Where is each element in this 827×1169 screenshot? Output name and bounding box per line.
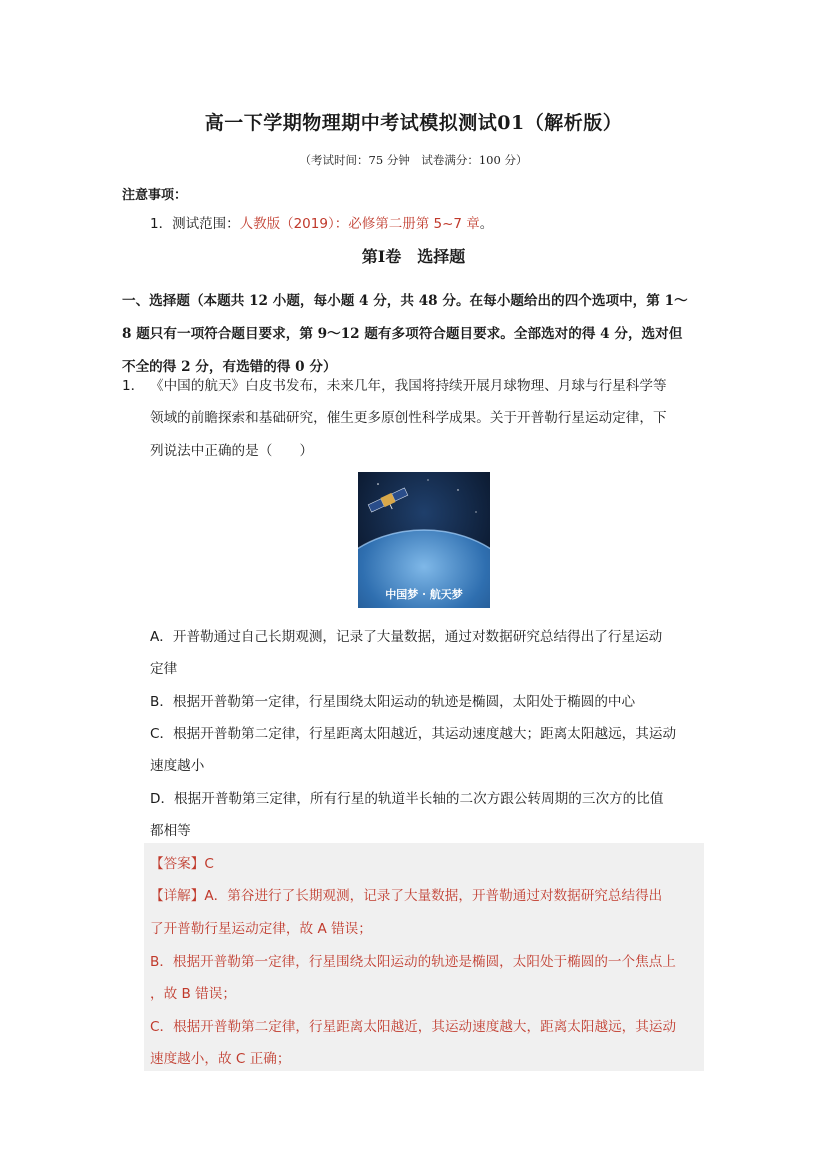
option-c: C．根据开普勒第二定律，行星距离太阳越近，其运动速度越大；距离太阳越远，其运动 <box>150 726 677 742</box>
option-b: B．根据开普勒第一定律，行星围绕太阳运动的轨迹是椭圆，太阳处于椭圆的中心 <box>150 694 636 710</box>
notice-item-suffix: 。 <box>479 216 494 232</box>
option-a: A．开普勒通过自己长期观测，记录了大量数据，通过对数据研究总结得出了行星运动 <box>150 629 663 645</box>
question-stem-line: 领域的前瞻探索和基础研究，催生更多原创性科学成果。关于开普勒行星运动定律，下 <box>150 410 667 426</box>
explanation-line: C．根据开普勒第二定律，行星距离太阳越近，其运动速度越大，距离太阳越远，其运动 <box>150 1019 677 1035</box>
option-d-continued: 都相等 <box>150 823 191 839</box>
page-title: 高一下学期物理期中考试模拟测试01（解析版） <box>204 112 623 134</box>
question-stem-line: 列说法中正确的是（ ） <box>150 443 314 459</box>
explanation-line: B．根据开普勒第一定律，行星围绕太阳运动的轨迹是椭圆，太阳处于椭圆的一个焦点上 <box>150 954 676 970</box>
explanation-line: ，故 B 错误； <box>150 986 236 1002</box>
explanation-line: 了开普勒行星运动定律，故 A 错误； <box>150 921 372 937</box>
figure-caption: 中国梦 · 航天梦 <box>385 588 463 601</box>
notice-heading: 注意事项： <box>122 188 188 203</box>
answer-line: 【答案】C <box>150 856 214 872</box>
instructions-line: 8 题只有一项符合题目要求，第 9～12 题有多项符合题目要求。全部选对的得 4 分，选对但 <box>122 326 683 342</box>
notice-item-prefix: 1．测试范围： <box>150 216 240 232</box>
question-stem-line: 《中国的航天》白皮书发布，未来几年，我国将持续开展月球物理、月球与行星科学等 <box>150 378 667 394</box>
explanation-line: 速度越小，故 C 正确； <box>150 1051 291 1067</box>
option-a-continued: 定律 <box>150 661 178 677</box>
section-instructions <box>122 285 708 384</box>
notice-item-scope <box>150 212 493 232</box>
section-title: 第Ⅰ卷 选择题 <box>361 247 466 266</box>
instructions-line: 不全的得 2 分，有选错的得 0 分） <box>122 359 337 375</box>
option-c-continued: 速度越小 <box>150 758 205 774</box>
notice-item-scope-value: 人教版（2019）：必修第二册第 5~7 章 <box>239 216 480 232</box>
instructions-line: 一、选择题（本题共 12 小题，每小题 4 分，共 48 分。在每小题给出的四个选项中，第 1～ <box>122 293 688 309</box>
explanation-line: 【详解】A．第谷进行了长期观测，记录了大量数据，开普勒通过对数据研究总结得出 <box>150 888 663 904</box>
exam-info: （考试时间：75 分钟 试卷满分：100 分） <box>299 153 528 167</box>
question-figure <box>358 472 490 608</box>
question-number: 1． <box>122 378 145 394</box>
option-d: D．根据开普勒第三定律，所有行星的轨道半长轴的二次方跟公转周期的三次方的比值 <box>150 791 664 807</box>
